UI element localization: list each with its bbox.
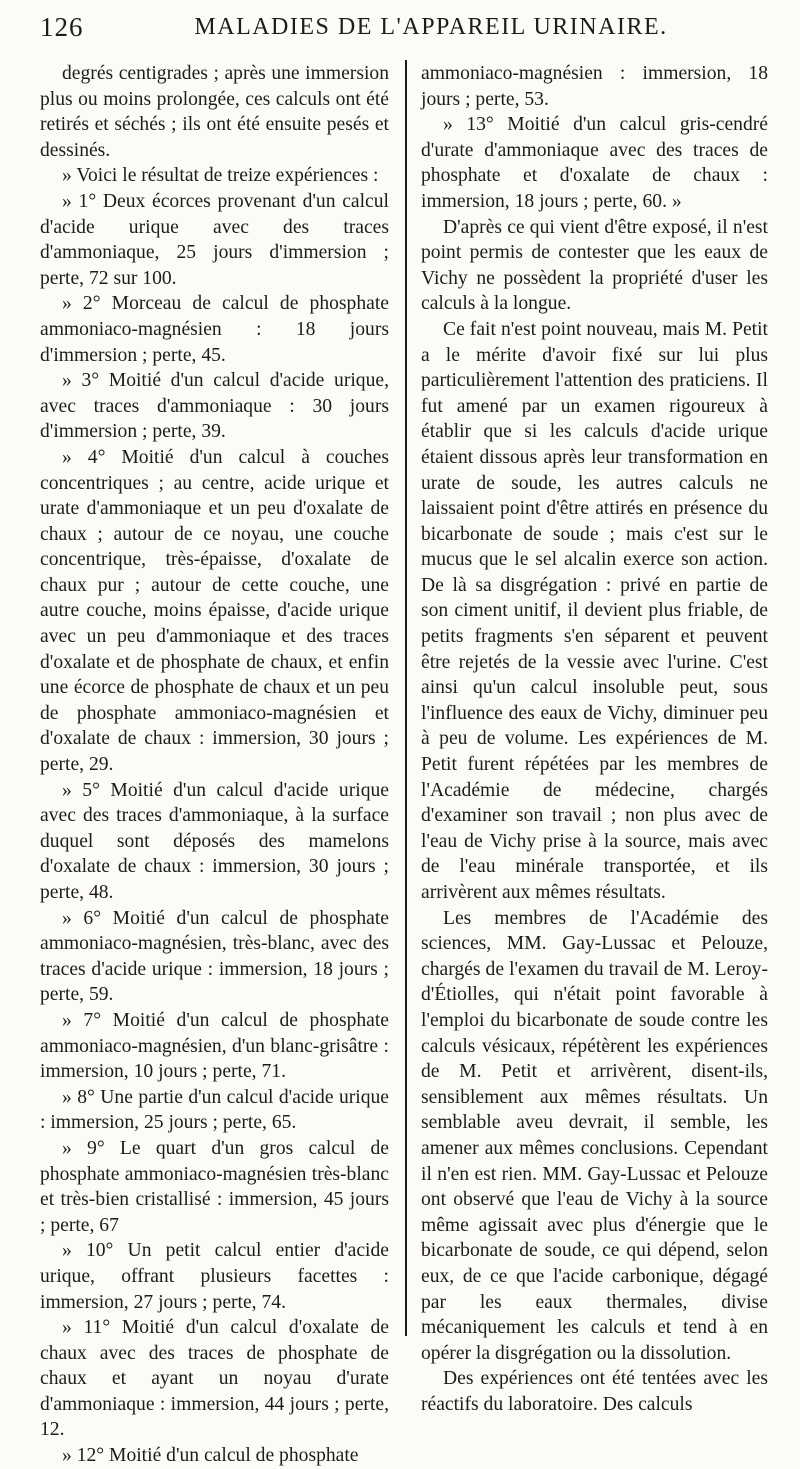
paragraph: » 5° Moitié d'un calcul d'acide urique avec des traces d'ammoniaque, à la surface duquel sont déposés des mamelons d'oxalate de chaux : immersion, 30 jours ; perte, 48. xyxy=(40,779,389,903)
column-divider xyxy=(405,60,407,1336)
paragraph: » 3° Moitié d'un calcul d'acide urique, avec traces d'ammoniaque : 30 jours d'immersion ; perte, 39. xyxy=(40,370,389,443)
right-column xyxy=(421,61,768,1417)
paragraph: » 6° Moitié d'un calcul de phosphate ammoniaco-magnésien, très-blanc, avec des traces d'acide urique : immersion, 18 jours ; perte, 59. xyxy=(40,907,389,1006)
paragraph: » 4° Moitié d'un calcul à couches concentriques ; au centre, acide urique et urate d'ammoniaque et un peu d'oxalate de chaux ; autour de ce noyau, une couche concentrique, très-épaisse, d'oxalate de chaux pur ; autour de cette couche, une autre couche, moins épaisse, d'acide urique avec un peu d'ammoniaque et des traces d'oxalate et de phosphate de chaux, et enfin une écorce de phosphate de chaux et un peu de phosphate ammoniaco-magnésien et d'oxalate de chaux : immersion, 30 jours ; perte, 29. xyxy=(40,446,389,776)
paragraph: » 1° Deux écorces provenant d'un calcul d'acide urique avec des traces d'ammoniaque, 25 jours d'immersion ; perte, 72 sur 100. xyxy=(40,190,389,289)
paragraph: » 13° Moitié d'un calcul gris-cendré d'urate d'ammoniaque avec des traces de phosphate et d'oxalate de chaux : immersion, 18 jours ; perte, 60. » xyxy=(421,114,768,212)
page-header xyxy=(40,12,762,48)
paragraph: » Voici le résultat de treize expériences : xyxy=(62,165,379,187)
paragraph: Ce fait n'est point nouveau, mais M. Petit a le mérite d'avoir fixé sur lui plus particulièrement l'attention des praticiens. Il fut amené par un examen rigoureux à établir que si les calculs d'acide urique étaient dissous après leur transformation en urate de soude, les autres calculs ne laissaient point d'être attirés en présence du bicarbonate de soude ; mais c'est sur le mucus que le sel alcalin exerce son action. De là sa disgrégation : privé en partie de son ciment unitif, il devient plus friable, de petits fragments s'en séparent et peuvent être rejetés de la vessie avec l'urine. C'est ainsi qu'un calcul insoluble peut, sous l'influence des eaux de Vichy, diminuer peu à peu de volume. Les expériences de M. Petit furent répétées par les membres de l'Académie de médecine, chargés d'examiner son travail ; non plus avec de l'eau de Vichy prise à la source, mais avec de l'eau minérale transportée, et ils arrivèrent aux mêmes résultats. xyxy=(421,318,768,903)
left-column xyxy=(40,61,389,1469)
paragraph: ammoniaco-magnésien : immersion, 18 jours ; perte, 53. xyxy=(421,63,768,110)
paragraph: » 12° Moitié d'un calcul de phosphate xyxy=(62,1445,359,1467)
paragraph: » 9° Le quart d'un gros calcul de phosphate ammoniaco-magnésien très-blanc et très-bien cristallisé : immersion, 45 jours ; perte, 67 xyxy=(40,1137,389,1236)
paragraph: Les membres de l'Académie des sciences, MM. Gay-Lussac et Pelouze, chargés de l'examen du travail de M. Leroy-d'Étiolles, qui n'était point favorable à l'emploi du bicarbonate de soude contre les calculs vésicaux, répétèrent les expériences de M. Petit et arrivèrent, disent-ils, sensiblement aux mêmes résultats. Un semblable aveu devrait, il semble, les amener aux mêmes conclusions. Cependant il n'en est rien. MM. Gay-Lussac et Pelouze ont observé que l'eau de Vichy à la source même agissait avec plus d'énergie que le bicarbonate de soude, ce qui dépend, selon eux, de ce que l'acide carbonique, dégagé par les eaux thermales, divise mécaniquement les calculs et tend à en opérer la disgrégation ou la dissolution. xyxy=(421,907,768,1364)
paragraph: » 7° Moitié d'un calcul de phosphate ammoniaco-magnésien, d'un blanc-grisâtre : immersion, 10 jours ; perte, 71. xyxy=(40,1009,389,1083)
paragraph: Des expériences ont été tentées avec les réactifs du laboratoire. Des calculs xyxy=(421,1368,768,1415)
paragraph: » 8° Une partie d'un calcul d'acide urique : immersion, 25 jours ; perte, 65. xyxy=(40,1086,389,1134)
paragraph: » 2° Morceau de calcul de phosphate ammoniaco-magnésien : 18 jours d'immersion ; perte, 45. xyxy=(40,293,389,366)
page-number: 126 xyxy=(40,12,84,42)
paragraph: » 10° Un petit calcul entier d'acide urique, offrant plusieurs facettes : immersion, 27 jours ; perte, 74. xyxy=(40,1240,389,1313)
paragraph: degrés centigrades ; après une immersion plus ou moins prolongée, ces calculs ont été retirés et séchés ; ils ont été ensuite pesés et dessinés. xyxy=(40,63,389,161)
paragraph: D'après ce qui vient d'être exposé, il n'est point permis de contester que les eaux de Vichy ne possèdent la propriété d'user les calculs à la longue. xyxy=(421,216,768,315)
paragraph: » 11° Moitié d'un calcul d'oxalate de chaux avec des traces de phosphate de chaux et ayant un noyau d'urate d'ammoniaque : immersion, 44 jours ; perte, 12. xyxy=(40,1317,389,1441)
running-title: MALADIES DE L'APPAREIL URINAIRE. xyxy=(194,14,668,40)
